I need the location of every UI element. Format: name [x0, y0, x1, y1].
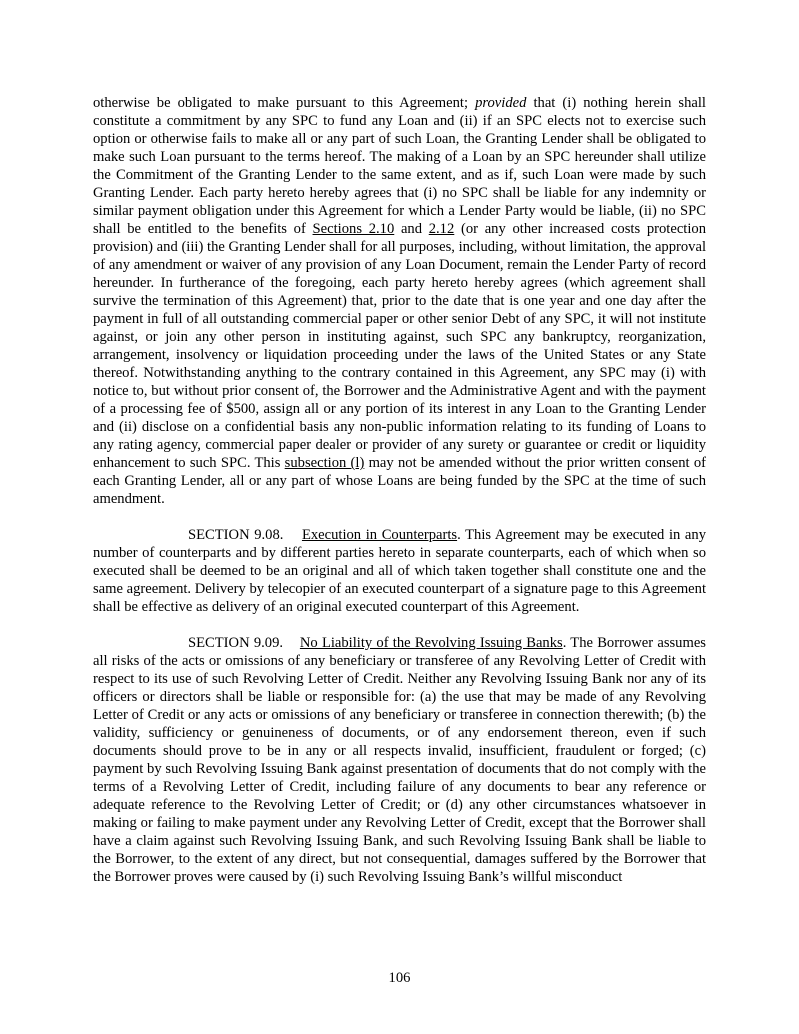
section-9-09-text: . The Borrower assumes all risks of the acts or omissions of any beneficiary or transferee of any Revolving Letter of Credit with respect to its use of such Revolving Letter of Credit. Neither any Revolving Issuing Bank nor any of its officers or directors shall be liable or responsible for: (a) the use that may be made of any Revolving Letter of Credit or any acts or omissions of any beneficiary or transferee in connection therewith; (b) the validity, sufficiency or genuineness of documents, or of any endorsement thereon, even if such documents should prove to be in any or all respects invalid, insufficient, fraudulent or forged; (c) payment by such Revolving Issuing Bank against presentation of documents that do not comply with the terms of a Revolving Letter of Credit, including failure of any documents to bear any reference or adequate reference to the Revolving Letter of Credit; or (d) any other circumstances whatsoever in making or failing to make payment under any Revolving Letter of Credit, except that the Borrower shall have a claim against such Revolving Issuing Bank, and such Revolving Issuing Bank shall be liable to the Borrower, to the extent of any direct, but not consequential, damages suffered by the Borrower that the Borrower proves were caused by (i) such Revolving Issuing Bank’s willful misconduct: [93, 635, 706, 885]
para1-text-2: that (i) nothing herein shall constitute a commitment by any SPC to fund any Loan and (ii) if an SPC elects not to exercise such option or otherwise fails to make all or any part of such Loan, the Granting Lender shall be obligated to make such Loan pursuant to the terms hereof. The making of a Loan by an SPC hereunder shall utilize the Commitment of the Granting Lender to the same extent, and as if, such Loan were made by such Granting Lender. Each party hereto hereby agrees that (i) no SPC shall be liable for any indemnity or similar payment obligation under this Agreement for which a Lender Party would be liable, (ii) no SPC shall be entitled to the benefits of: [93, 95, 706, 237]
page-number: 106: [388, 970, 411, 986]
section-9-08-number: SECTION 9.08.: [188, 527, 284, 543]
paragraph-spc-continuation: [93, 94, 706, 508]
subsection-l-ref: subsection (l): [284, 455, 365, 471]
section-9-09-heading: No Liability of the Revolving Issuing Banks: [299, 635, 563, 651]
provided-italic: provided: [475, 95, 527, 111]
para1-text-4: (or any other increased costs protection provision) and (iii) the Granting Lender shall for all purposes, including, without limitation, the approval of any amendment or waiver of any provision of any Loan Document, remain the Lender Party of record hereunder. In furtherance of the foregoing, each party hereto hereby agrees (which agreement shall survive the termination of this Agreement) that, prior to the date that is one year and one day after the payment in full of all outstanding commercial paper or other senior Debt of any SPC, it will not institute against, or join any other person in instituting against, such SPC any bankruptcy, reorganization, arrangement, insolvency or liquidation proceeding under the laws of the United States or any State thereof. Notwithstanding anything to the contrary contained in this Agreement, any SPC may (i) with notice to, but without prior consent of, the Borrower and the Administrative Agent and with the payment of a processing fee of $500, assign all or any portion of its interest in any Loan to the Granting Lender and (ii) disclose on a confidential basis any non-public information relating to its funding of Loans to any rating agency, commercial paper dealer or provider of any surety or guarantee or credit or liquidity enhancement to such SPC. This: [93, 221, 707, 471]
para1-text-1: otherwise be obligated to make pursuant to this Agreement;: [93, 95, 476, 111]
sections-2-10-ref: Sections 2.10: [312, 221, 395, 237]
section-9-09: [93, 634, 706, 886]
section-9-08-heading: Execution in Counterparts: [301, 527, 458, 543]
section-9-08: [93, 526, 706, 616]
section-9-08-text: . This Agreement may be executed in any number of counterparts and by different parties hereto in separate counterparts, each of which when so executed shall be deemed to be an original and all of which taken together shall constitute one and the same agreement. Delivery by telecopier of an executed counterpart of a signature page to this Agreement shall be effective as delivery of an original executed counterpart of this Agreement.: [93, 527, 706, 615]
section-9-09-number: SECTION 9.09.: [188, 635, 284, 651]
body-text: [93, 94, 706, 886]
para1-text-3: and: [394, 221, 429, 237]
para1-text-5: may not be amended without the prior written consent of each Granting Lender, all or any part of whose Loans are being funded by the SPC at the time of such amendment.: [93, 455, 706, 507]
section-2-12-ref: 2.12: [428, 221, 455, 237]
